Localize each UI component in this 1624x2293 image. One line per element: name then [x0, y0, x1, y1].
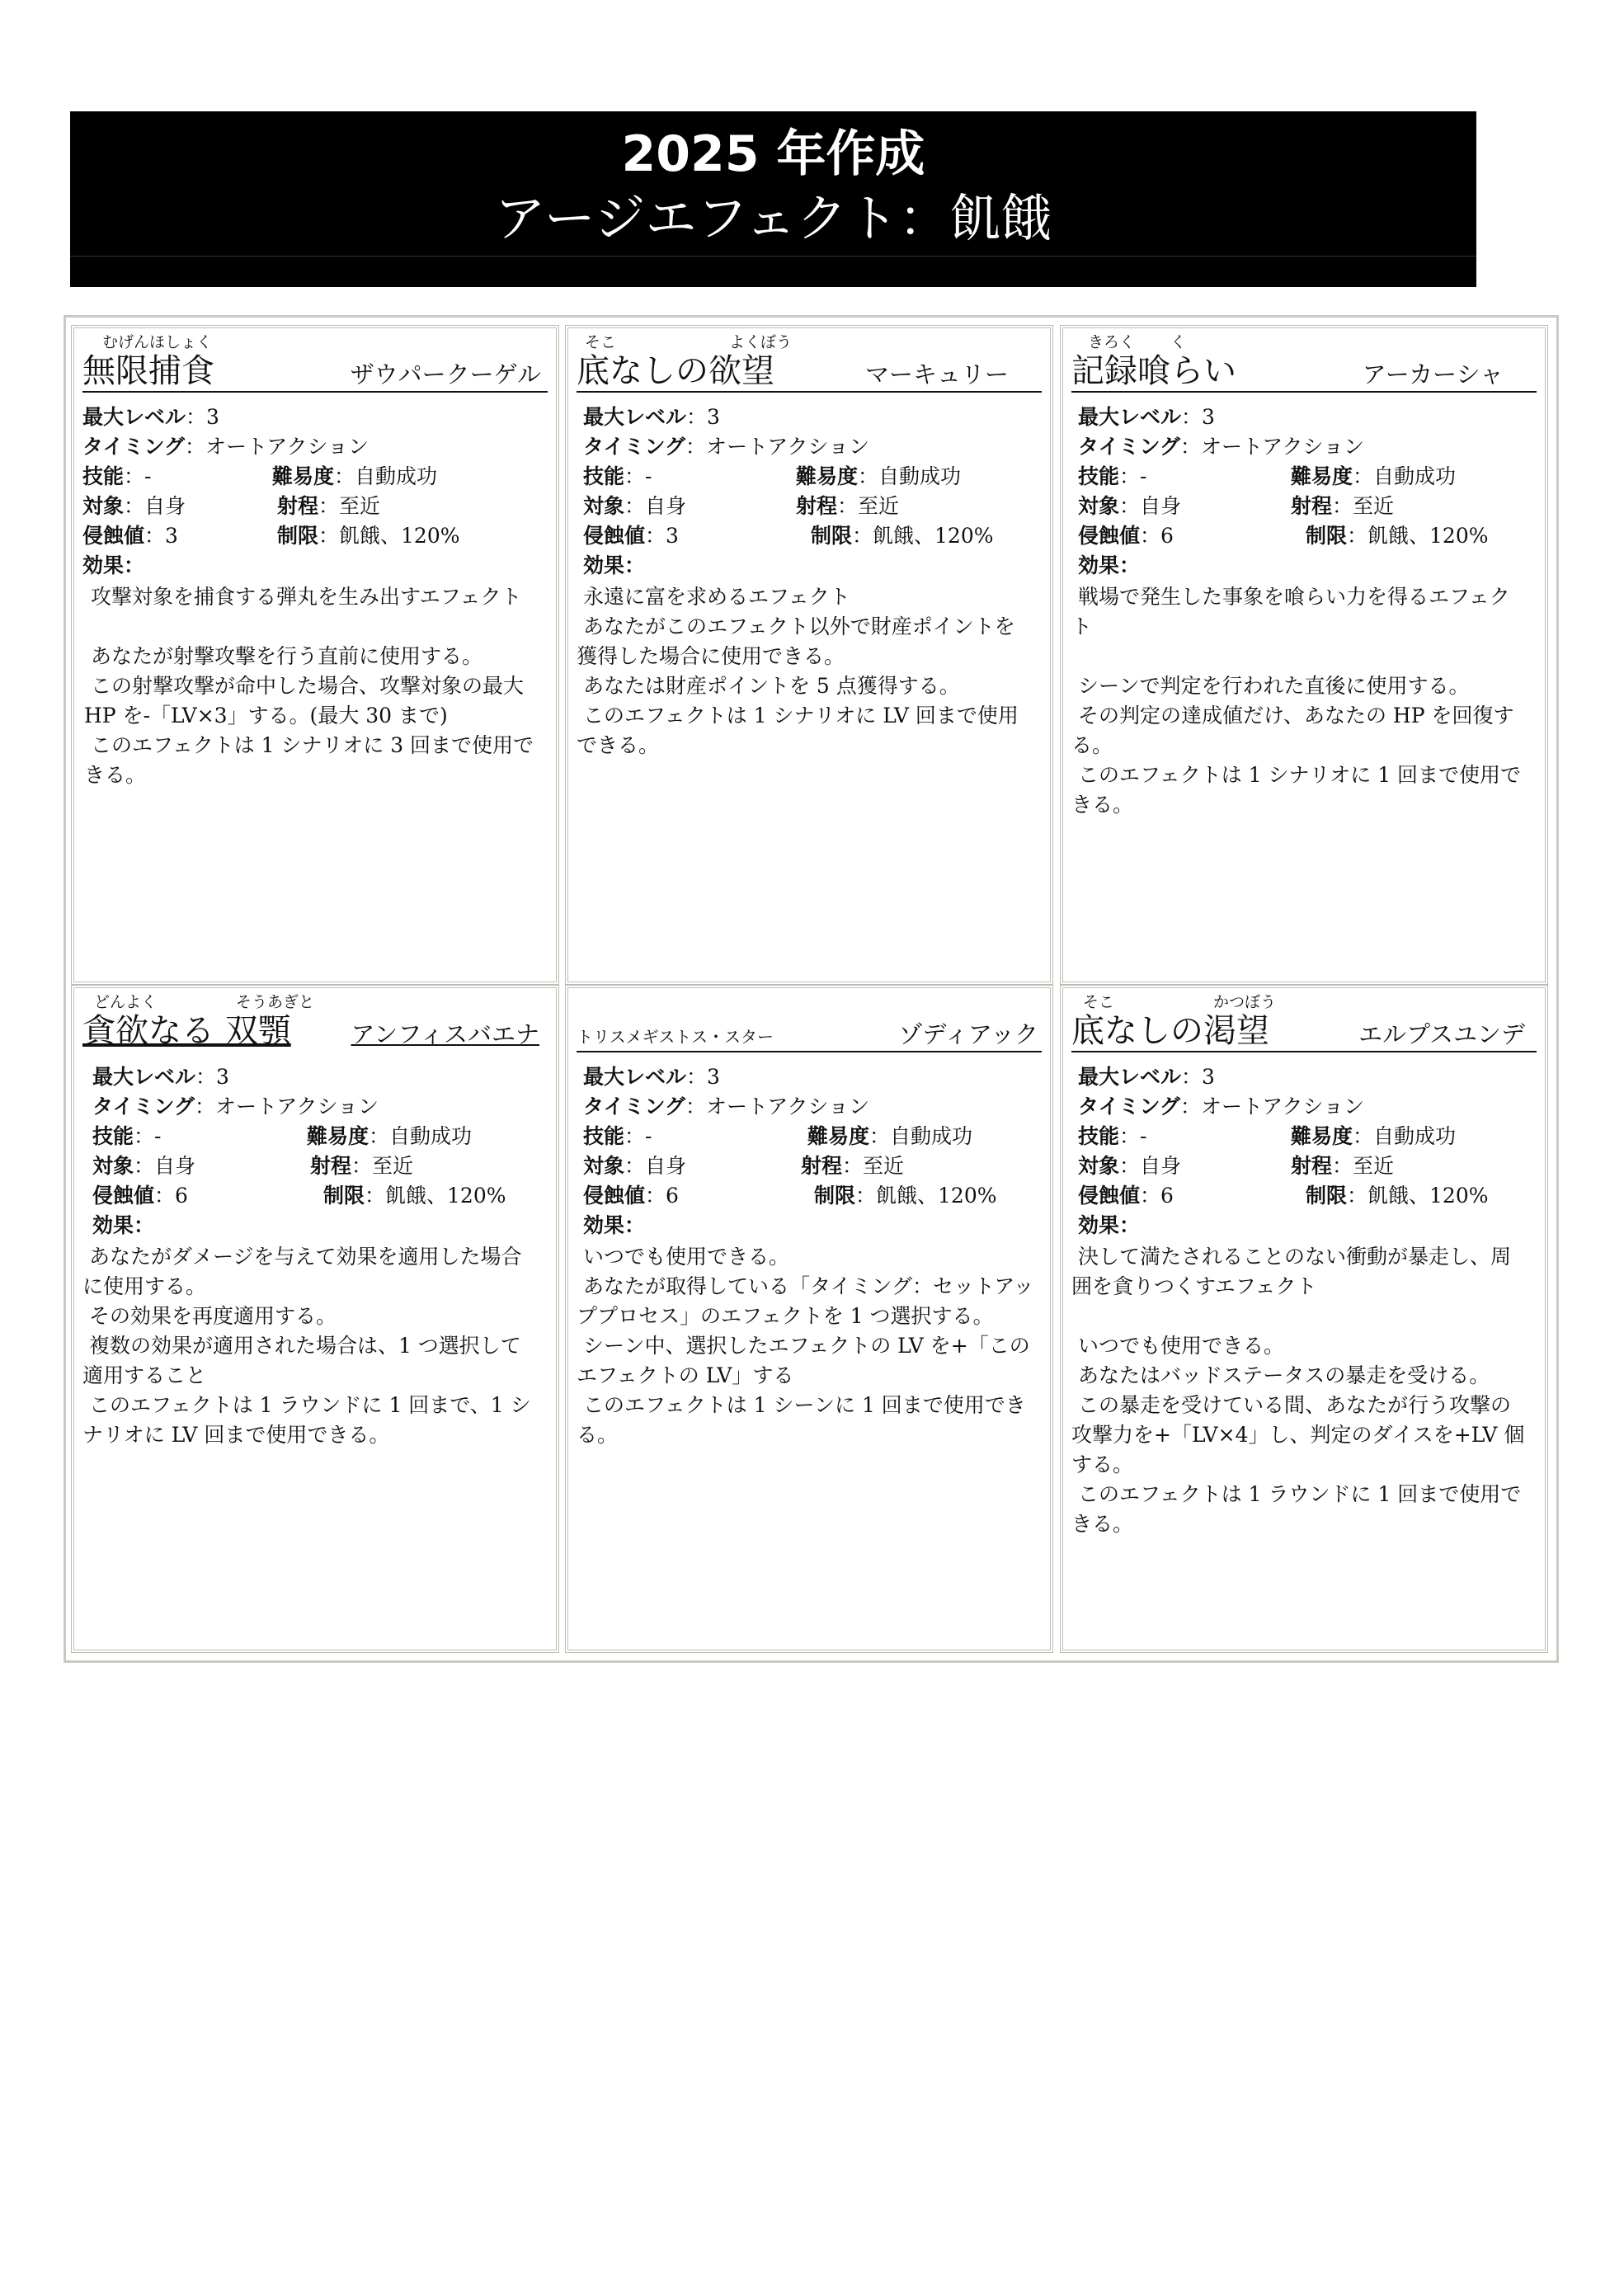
card-effect-text: 永遠に富を求めるエフェクト あなたがこのエフェクト以外で財産ポイントを獲得した場合に使用できる。 あなたは財産ポイントを 5 点獲得する。 このエフェクトは 1 シナリオに LV 回まで使用できる。 [577, 585, 1019, 757]
stat-target: 対象：自身 射程：至近 [583, 1151, 1045, 1181]
card-title-row [577, 1013, 1042, 1052]
stat-erosion: 侵蝕値：6 制限：飢餓、120% [1078, 1181, 1540, 1211]
stat-erosion: 侵蝕値：3 制限：飢餓、120% [82, 521, 544, 551]
stat-target: 対象：自身 射程：至近 [583, 492, 1045, 521]
stat-erosion: 侵蝕値：6 制限：飢餓、120% [583, 1181, 1045, 1211]
card-effect-text: いつでも使用できる。 あなたが取得している「タイミング：セットアッププロセス」のエフェクトを 1 つ選択する。 シーン中、選択したエフェクトの LV を+「このエフェクトの LV」する このエフェクトは 1 シーンに 1 回まで使用できる。 [577, 1245, 1034, 1447]
stat-erosion: 侵蝕値：3 制限：飢餓、120% [583, 521, 1045, 551]
stat-effect-label: 効果： [583, 1213, 646, 1237]
stat-skill: 技能：- 難易度：自動成功 [82, 462, 544, 492]
card-title: 底なしの渇望 [1071, 1012, 1269, 1050]
stat-max-level: 最大レベル：3 [583, 405, 720, 429]
stat-range: 射程：至近 [1291, 1154, 1395, 1178]
stat-skill: 技能：- 難易度：自動成功 [92, 1122, 554, 1151]
stat-skill: 技能：- 難易度：自動成功 [1078, 462, 1540, 492]
stat-max-level: 最大レベル：3 [82, 405, 219, 429]
stat-difficulty: 難易度：自動成功 [1291, 1124, 1457, 1148]
card-name: アンフィスバエナ [351, 1020, 539, 1048]
title-ruby: かつぼう [1213, 993, 1277, 1011]
stat-range: 射程：至近 [1291, 494, 1395, 518]
stat-range: 射程：至近 [796, 494, 900, 518]
stat-limit: 制限：飢餓、120% [323, 1184, 506, 1208]
stat-timing: タイミング：オートアクション [1078, 1095, 1365, 1118]
stat-difficulty: 難易度：自動成功 [1291, 464, 1457, 488]
card-stats [82, 403, 544, 581]
card-name: アーカーシャ [1362, 360, 1504, 388]
header-divider [70, 256, 1476, 257]
effect-card [565, 985, 1053, 1653]
card-stats [92, 1062, 554, 1241]
stat-effect-label: 効果： [92, 1213, 155, 1237]
effect-card [1060, 985, 1548, 1653]
stat-limit: 制限：飢餓、120% [811, 524, 994, 548]
effect-card-grid [64, 315, 1559, 1663]
stat-erosion: 侵蝕値：6 制限：飢餓、120% [1078, 521, 1540, 551]
effect-card [71, 985, 559, 1653]
title-ruby: どんよく [94, 993, 158, 1011]
title-ruby: よくぼう [729, 333, 793, 351]
stat-timing: タイミング：オートアクション [583, 435, 870, 459]
stat-limit: 制限：飢餓、120% [814, 1184, 997, 1208]
header-year: 2025 年作成 [621, 125, 925, 183]
title-ruby: そこ [585, 333, 617, 351]
stat-effect-label: 効果： [82, 553, 145, 577]
stat-effect-label: 効果： [1078, 1213, 1141, 1237]
card-name: ザウパークーゲル [350, 360, 541, 388]
card-title-row [1071, 1013, 1537, 1052]
card-name: エルプスユンデ [1358, 1020, 1525, 1048]
stat-timing: タイミング：オートアクション [1078, 435, 1365, 459]
stat-skill: 技能：- 難易度：自動成功 [1078, 1122, 1540, 1151]
card-title: 貪欲なる 双顎 [82, 1012, 291, 1050]
title-ruby: むげんほしょく [102, 333, 213, 351]
card-stats [1078, 403, 1540, 581]
card-title-row [82, 1013, 548, 1051]
stat-target: 対象：自身 射程：至近 [1078, 492, 1540, 521]
effect-card [565, 325, 1053, 985]
card-effect-text: 決して満たされることのない衝動が暴走し、周囲を貪りつくすエフェクト いつでも使用できる。 あなたはバッドステータスの暴走を受ける。 この暴走を受けている間、あなたが行う攻撃の攻撃力を+「LV×4」し、判定のダイスを+LV 個する。 このエフェクトは 1 ラウンドに 1 回まで使用できる。 [1071, 1245, 1525, 1536]
card-stats [583, 403, 1045, 581]
stat-target: 対象：自身 射程：至近 [1078, 1151, 1540, 1181]
header-title: アージエフェクト：飢餓 [494, 188, 1052, 248]
card-name: ゾディアック [898, 1020, 1038, 1048]
card-name: マーキュリー [864, 360, 1009, 388]
card-stats [583, 1062, 1045, 1241]
card-stats [1078, 1062, 1540, 1241]
card-title: 無限捕食 [82, 352, 214, 390]
stat-difficulty: 難易度：自動成功 [307, 1124, 473, 1148]
stat-skill: 技能：- 難易度：自動成功 [583, 462, 1045, 492]
stat-limit: 制限：飢餓、120% [1306, 1184, 1489, 1208]
card-effect-text: 攻撃対象を捕食する弾丸を生み出すエフェクト あなたが射撃攻撃を行う直前に使用する。 この射撃攻撃が命中した場合、攻撃対象の最大 HP を-「LV×3」する。(最大 30 まで) このエフェクトは 1 シナリオに 3 回まで使用できる。 [84, 585, 534, 787]
stat-max-level: 最大レベル：3 [583, 1065, 720, 1089]
stat-difficulty: 難易度：自動成功 [796, 464, 962, 488]
card-title: 記録喰らい [1071, 352, 1236, 390]
stat-effect-label: 効果： [1078, 553, 1141, 577]
card-title-row [82, 353, 548, 393]
effect-card [1060, 325, 1548, 985]
stat-difficulty: 難易度：自動成功 [807, 1124, 973, 1148]
title-ruby: そうあぎと [236, 993, 315, 1011]
effect-card [71, 325, 559, 985]
stat-range: 射程：至近 [277, 494, 381, 518]
title-ruby: そこ [1083, 993, 1115, 1011]
stat-max-level: 最大レベル：3 [92, 1065, 229, 1089]
stat-range: 射程：至近 [801, 1154, 905, 1178]
stat-range: 射程：至近 [310, 1154, 414, 1178]
document-header [70, 111, 1476, 287]
card-tag: トリスメギストス・スター [577, 1027, 774, 1047]
card-title: 底なしの欲望 [577, 352, 774, 390]
title-ruby: く [1170, 333, 1187, 351]
stat-erosion: 侵蝕値：6 制限：飢餓、120% [92, 1181, 554, 1211]
card-title-row [577, 353, 1042, 393]
stat-max-level: 最大レベル：3 [1078, 405, 1215, 429]
stat-effect-label: 効果： [583, 553, 646, 577]
card-effect-text: 戦場で発生した事象を喰らい力を得るエフェクト シーンで判定を行われた直後に使用する。 その判定の達成値だけ、あなたの HP を回復する。 このエフェクトは 1 シナリオに 1 回まで使用できる。 [1071, 585, 1522, 817]
stat-difficulty: 難易度：自動成功 [272, 464, 438, 488]
title-ruby: きろく [1088, 333, 1136, 351]
stat-limit: 制限：飢餓、120% [1306, 524, 1489, 548]
card-title-row [1071, 353, 1537, 393]
stat-max-level: 最大レベル：3 [1078, 1065, 1215, 1089]
stat-timing: タイミング：オートアクション [82, 435, 370, 459]
stat-timing: タイミング：オートアクション [92, 1095, 379, 1118]
stat-target: 対象：自身 射程：至近 [92, 1151, 554, 1181]
card-effect-text: あなたがダメージを与えて効果を適用した場合に使用する。 その効果を再度適用する。 複数の効果が適用された場合は、1 つ選択して適用すること このエフェクトは 1 ラウンドに 1 回まで、1 シナリオに LV 回まで使用できる。 [82, 1245, 531, 1447]
stat-skill: 技能：- 難易度：自動成功 [583, 1122, 1045, 1151]
stat-target: 対象：自身 射程：至近 [82, 492, 544, 521]
stat-timing: タイミング：オートアクション [583, 1095, 870, 1118]
stat-limit: 制限：飢餓、120% [277, 524, 460, 548]
